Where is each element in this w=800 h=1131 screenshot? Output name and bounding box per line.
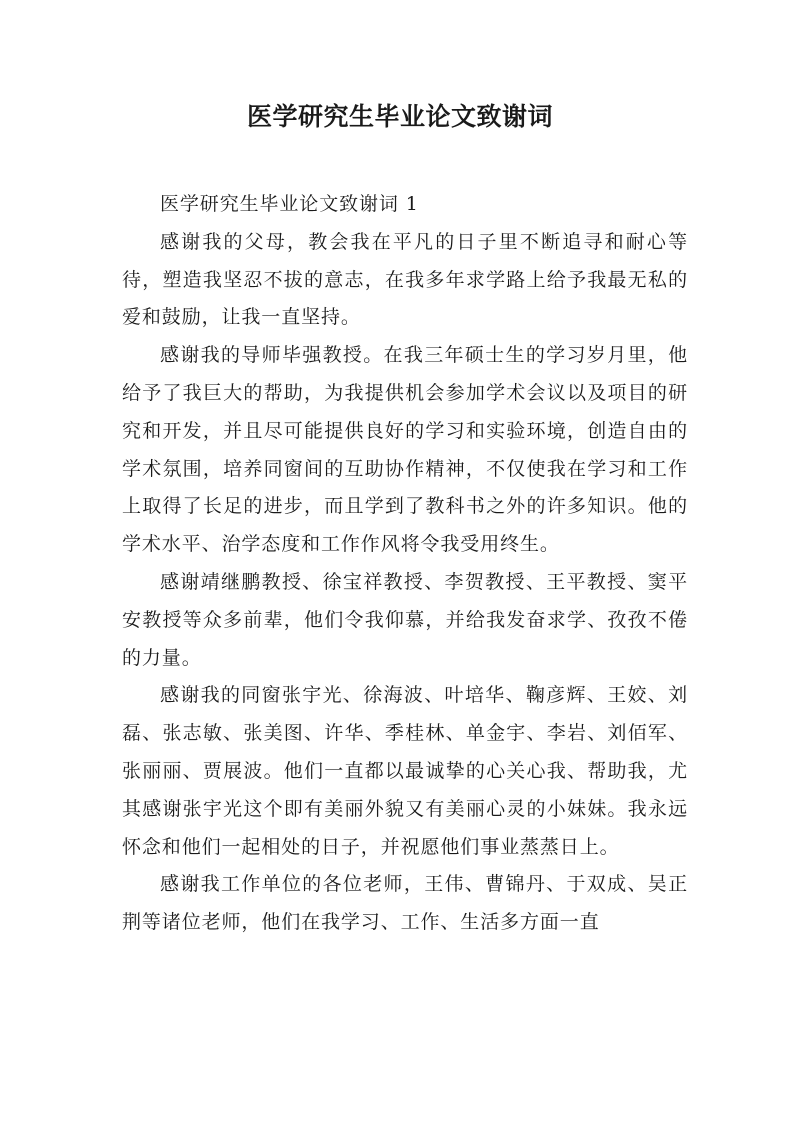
paragraph-colleagues: 感谢我工作单位的各位老师，王伟、曹锦丹、于双成、吴正荆等诸位老师，他们在我学习、工作、生活多方面一直 bbox=[122, 873, 688, 934]
paragraph-advisor: 感谢我的导师毕强教授。在我三年硕士生的学习岁月里，他给予了我巨大的帮助，为我提供机会参加学术会议以及项目的研究和开发，并且尽可能提供良好的学习和实验环境，创造自由的学术氛围，培养同窗间的互助协作精神，不仅使我在学习和工作上取得了长足的进步，而且学到了教科书之外的许多知识。他的学术水平、治学态度和工作作风将令我受用终生。 bbox=[122, 344, 688, 556]
paragraph-subtitle: 医学研究生毕业论文致谢词 1 bbox=[160, 193, 419, 215]
document-title: 医学研究生毕业论文致谢词 bbox=[246, 102, 553, 131]
document-body bbox=[122, 186, 688, 942]
paragraph-professors: 感谢靖继鹏教授、徐宝祥教授、李贺教授、王平教授、窦平安教授等众多前辈，他们令我仰慕，并给我发奋求学、孜孜不倦的力量。 bbox=[122, 570, 688, 669]
paragraph-parents: 感谢我的父母，教会我在平凡的日子里不断追寻和耐心等待，塑造我坚忍不拔的意志，在我多年求学路上给予我最无私的爱和鼓励，让我一直坚持。 bbox=[122, 230, 688, 329]
paragraph-classmates: 感谢我的同窗张宇光、徐海波、叶培华、鞠彦辉、王姣、刘磊、张志敏、张美图、许华、季桂林、单金宇、李岩、刘佰军、张丽丽、贾展波。他们一直都以最诚挚的心关心我、帮助我，尤其感谢张宇光这个即有美丽外貌又有美丽心灵的小妹妹。我永远怀念和他们一起相处的日子，并祝愿他们事业蒸蒸日上。 bbox=[122, 684, 688, 858]
